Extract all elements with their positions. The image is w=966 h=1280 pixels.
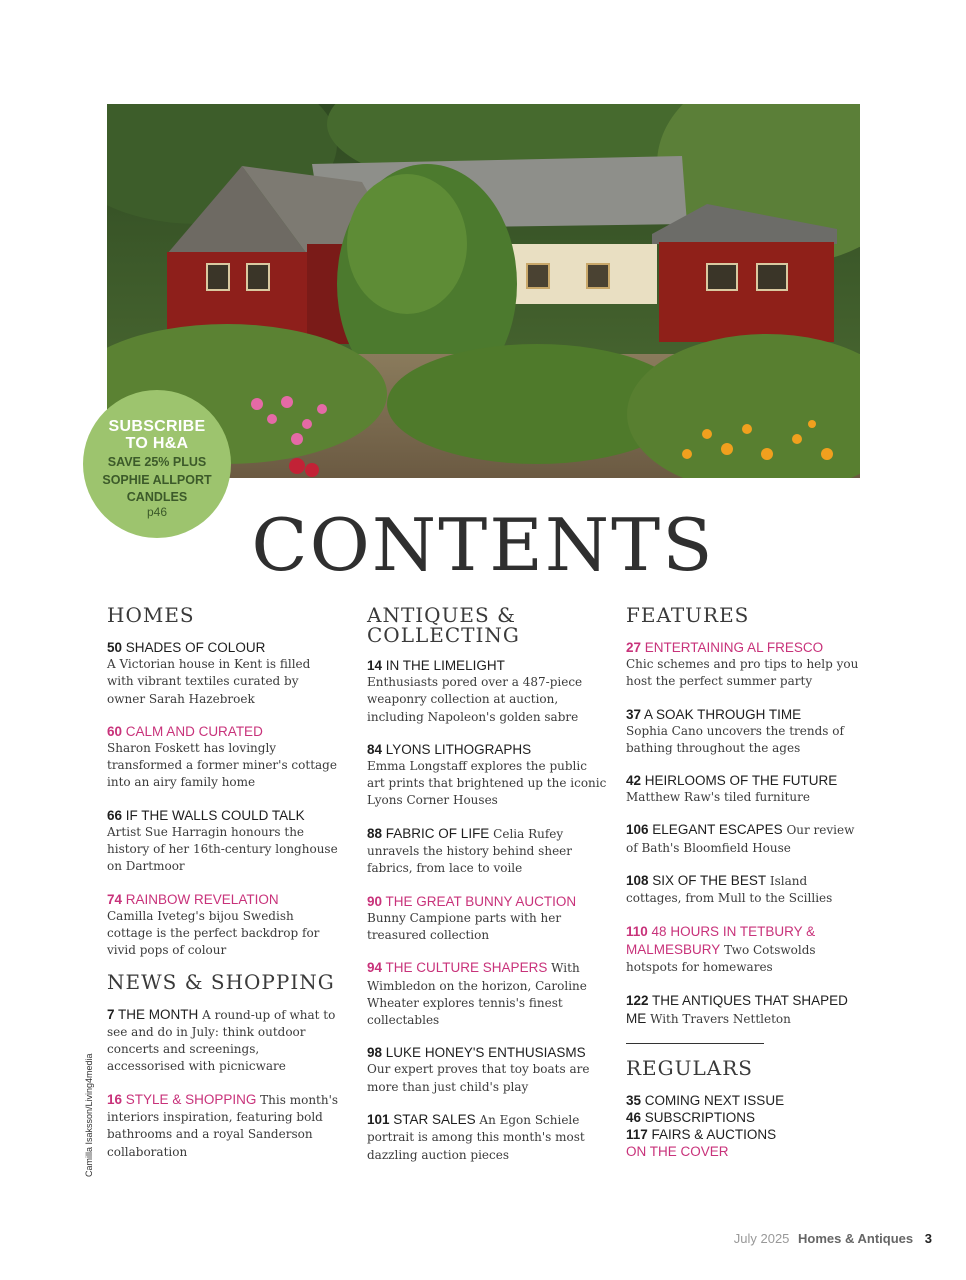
page-folio: [734, 1231, 932, 1246]
section-divider: [626, 1043, 764, 1044]
badge-line-brand-partner: SOPHIE ALLPORT: [102, 472, 212, 487]
entry-page-number: 66: [107, 807, 123, 823]
entry-description: Island cottages, from Mull to the Scillies: [626, 874, 833, 906]
entry-title: ENTERTAINING AL FRESCO: [644, 640, 824, 655]
column-features-regulars: [626, 605, 866, 1160]
entry-title: HEIRLOOMS OF THE FUTURE: [644, 773, 838, 789]
entry-page-number: 35: [626, 1093, 642, 1109]
entry-page-number: 108: [626, 873, 649, 889]
entry-page-number: 122: [626, 992, 649, 1008]
contents-entry[interactable]: [626, 872, 866, 908]
column-antiques: [367, 605, 607, 1179]
entry-title: SIX OF THE BEST: [652, 873, 767, 889]
entry-page-number: 27: [626, 640, 642, 655]
entry-description: Chic schemes and pro tips to help you host the perfect summer party: [626, 657, 859, 689]
contents-entry[interactable]: [626, 821, 866, 857]
entry-page-number: 117: [626, 1127, 648, 1143]
contents-entry[interactable]: [107, 807, 339, 876]
entry-page-number: 94: [367, 960, 383, 976]
entry-title: THE ANTIQUES THAT SHAPED ME: [626, 992, 848, 1026]
entry-page-number: 42: [626, 773, 642, 789]
contents-entry[interactable]: [367, 741, 607, 810]
entry-description: Bunny Campione parts with her treasured collection: [367, 910, 562, 942]
entry-description: A round-up of what to see and do in July: think outdoor concerts and screenings, accessorised with picnicware: [107, 1007, 336, 1074]
entry-description: Our expert proves that toy boats are more than just child's play: [367, 1062, 590, 1094]
magazine-name: Homes & Antiques: [798, 1231, 914, 1246]
contents-entry[interactable]: [367, 893, 607, 945]
entry-page-number: 88: [367, 825, 383, 841]
contents-entry[interactable]: [107, 1091, 339, 1161]
entry-description: Emma Longstaff explores the public art prints that brightened up the iconic Lyons Corner Houses: [367, 758, 607, 808]
contents-entry[interactable]: [367, 657, 607, 726]
entry-description: Sophia Cano uncovers the trends of bathing throughout the ages: [626, 723, 844, 755]
contents-entry[interactable]: [626, 706, 866, 758]
entry-title: ELEGANT ESCAPES: [652, 822, 783, 838]
regulars-item[interactable]: [626, 1109, 866, 1126]
on-the-cover-link[interactable]: ON THE COVER: [626, 1144, 729, 1160]
section-heading-line: COLLECTING: [367, 623, 520, 647]
entry-page-number: 46: [626, 1110, 642, 1126]
badge-line-subscribe: SUBSCRIBE: [108, 418, 206, 435]
contents-entry[interactable]: [626, 923, 866, 977]
entry-description: Sharon Foskett has lovingly transformed a former miner's cottage into an airy family home: [107, 740, 337, 790]
entry-title: STAR SALES: [393, 1112, 476, 1128]
contents-entry[interactable]: [367, 1111, 607, 1164]
entry-title: LUKE HONEY'S ENTHUSIASMS: [385, 1045, 586, 1061]
contents-entry[interactable]: [626, 772, 866, 806]
entry-page-number: 110: [626, 923, 648, 939]
entry-title: RAINBOW REVELATION: [125, 891, 279, 907]
entry-description: With Wimbledon on the horizon, Caroline Wheater explores tennis's finest collectables: [367, 961, 587, 1028]
entry-page-number: 7: [107, 1006, 115, 1022]
entry-title: STYLE & SHOPPING: [125, 1091, 257, 1107]
entry-description: Enthusiasts pored over a 487-piece weaponry collection at auction, including Napoleon's golden sabre: [367, 675, 583, 724]
page-title: CONTENTS: [251, 503, 715, 587]
section-heading-antiques: [367, 605, 607, 645]
entry-title: FABRIC OF LIFE: [385, 825, 490, 841]
contents-entry[interactable]: [626, 992, 866, 1029]
entry-title: 48 HOURS IN TETBURY & MALMESBURY: [626, 923, 816, 957]
entry-title: THE MONTH: [118, 1006, 199, 1022]
entry-page-number: 50: [107, 640, 123, 655]
entry-page-number: 16: [107, 1091, 123, 1107]
contents-entry[interactable]: [626, 639, 866, 691]
entry-page-number: 74: [107, 891, 123, 907]
entry-title: IF THE WALLS COULD TALK: [125, 807, 305, 823]
badge-line-product: CANDLES: [126, 490, 188, 504]
badge-line-brand: TO H&A: [125, 435, 189, 452]
entry-title: THE CULTURE SHAPERS: [385, 960, 548, 976]
entry-title: A SOAK THROUGH TIME: [644, 706, 802, 722]
regulars-item[interactable]: [626, 1126, 866, 1143]
entry-page-number: 101: [367, 1112, 390, 1128]
badge-line-offer: SAVE 25% PLUS: [107, 455, 207, 469]
entry-title: LYONS LITHOGRAPHS: [385, 741, 532, 757]
contents-entry[interactable]: [107, 639, 339, 708]
contents-entry[interactable]: [107, 723, 339, 792]
section-heading-line: ANTIQUES &: [367, 603, 516, 627]
contents-entry[interactable]: [367, 1044, 607, 1096]
entry-page-number: 106: [626, 822, 649, 838]
entry-description: Camilla Iveteg's bijou Swedish cottage is the perfect backdrop for vivid pops of colour: [107, 908, 320, 958]
page-number: 3: [924, 1231, 932, 1246]
contents-entry[interactable]: [367, 959, 607, 1029]
entry-description: Celia Rufey unravels the history behind sheer fabrics, from lace to voile: [367, 826, 573, 876]
entry-title: IN THE LIMELIGHT: [385, 658, 505, 673]
contents-entry[interactable]: [107, 1006, 339, 1076]
entry-page-number: 60: [107, 723, 123, 739]
section-heading-features: FEATURES: [626, 603, 750, 627]
entry-page-number: 98: [367, 1045, 383, 1061]
entry-title: SUBSCRIPTIONS: [644, 1110, 756, 1126]
entry-description: Artist Sue Harragin honours the history of her 16th-century longhouse on Dartmoor: [107, 824, 338, 874]
entry-description: A Victorian house in Kent is filled with vibrant textiles curated by owner Sarah Hazebroek: [107, 657, 311, 706]
entry-page-number: 37: [626, 706, 642, 722]
contents-entry[interactable]: [107, 891, 339, 960]
entry-title: FAIRS & AUCTIONS: [651, 1127, 777, 1143]
section-heading-regulars: REGULARS: [626, 1056, 753, 1081]
issue-date: July 2025: [733, 1231, 790, 1246]
section-heading-homes: HOMES: [107, 603, 195, 627]
entry-description: An Egon Schiele portrait is among this month's most dazzling auction pieces: [367, 1113, 585, 1162]
entry-page-number: 14: [367, 658, 383, 673]
entry-description: Our review of Bath's Bloomfield House: [626, 823, 855, 855]
entry-page-number: 90: [367, 893, 383, 909]
entry-page-number: 84: [367, 741, 383, 757]
column-homes-news: [107, 605, 339, 1176]
entry-title: COMING NEXT ISSUE: [644, 1093, 785, 1109]
entry-description: Matthew Raw's tiled furniture: [626, 790, 810, 805]
entry-description: This month's interiors inspiration, featuring bold bathrooms and a royal Sanderson collaboration: [107, 1092, 339, 1159]
entry-title: CALM AND CURATED: [125, 723, 263, 739]
section-heading-news: NEWS & SHOPPING: [107, 969, 335, 994]
badge-page-ref: p46: [146, 504, 168, 519]
photo-credit: Camilla Isaksson/Living4media: [84, 1053, 94, 1177]
entry-title: THE GREAT BUNNY AUCTION: [385, 893, 577, 909]
entry-title: SHADES OF COLOUR: [125, 640, 266, 655]
regulars-item[interactable]: [626, 1092, 866, 1109]
entry-description: With Travers Nettleton: [650, 1011, 791, 1026]
contents-entry[interactable]: [367, 825, 607, 878]
entry-description: Two Cotswolds hotspots for homewares: [626, 942, 816, 975]
